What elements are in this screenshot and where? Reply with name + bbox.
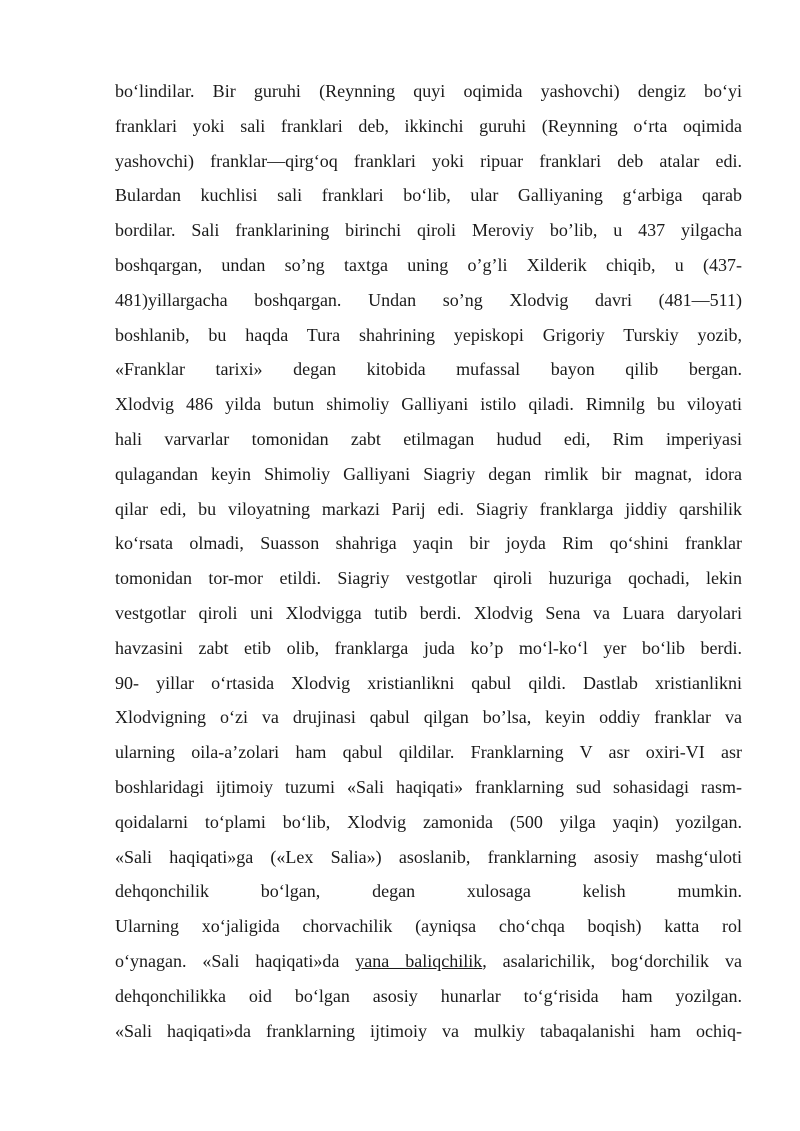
- text-line: Bulardan kuchlisi sali franklari bo‘lib, ular Galliyaning g‘arbiga qarab: [115, 185, 742, 206]
- text-line: «Franklar tarixi» degan kitobida mufassal bayon qilib bergan.: [115, 359, 742, 380]
- text-line: hali varvarlar tomonidan zabt etilmagan hudud edi, Rim imperiyasi: [115, 428, 742, 449]
- text-line: boshqargan, undan so’ng taxtga uning o’g’li Xilderik chiqib, u (437-: [115, 254, 742, 275]
- text-line: havzasini zabt etib olib, franklarga juda ko’p mo‘l-ko‘l yer bo‘lib berdi.: [115, 637, 742, 658]
- text-line: ko‘rsata olmadi, Suasson shahriga yaqin bir joyda Rim qo‘shini franklar: [115, 533, 742, 554]
- text-line: yashovchi) franklar—qirg‘oq franklari yoki ripuar franklari deb atalar edi.: [115, 150, 742, 171]
- text-line: dehqonchilik bo‘lgan, degan xulosaga kelish mumkin.: [115, 881, 742, 902]
- text-segment: , asalarichilik, bog‘dorchilik va: [482, 950, 742, 971]
- text-line: qulagandan keyin Shimoliy Galliyani Siagriy degan rimlik bir magnat, idora: [115, 463, 742, 484]
- text-line: tomonidan tor-mor etildi. Siagriy vestgotlar qiroli huzuriga qochadi, lekin: [115, 568, 742, 589]
- text-line: franklari yoki sali franklari deb, ikkinchi guruhi (Reynning o‘rta oqimida: [115, 115, 742, 136]
- text-segment: o‘ynagan. «Sali haqiqati»da: [115, 950, 356, 971]
- text-line: ularning oila-a’zolari ham qabul qildilar. Franklarning V asr oxiri-VI asr: [115, 742, 742, 763]
- text-line: 481)yillargacha boshqargan. Undan so’ng Xlodvig davri (481—511): [115, 289, 742, 310]
- text-line: dehqonchilikka oid bo‘lgan asosiy hunarlar to‘g‘risida ham yozilgan.: [115, 985, 742, 1006]
- text-line: Ularning xo‘jaligida chorvachilik (ayniqsa cho‘chqa boqish) katta rol: [115, 916, 742, 937]
- text-line: vestgotlar qiroli uni Xlodvigga tutib berdi. Xlodvig Sena va Luara daryolari: [115, 602, 742, 623]
- text-line: qoidalarni to‘plami bo‘lib, Xlodvig zamonida (500 yilga yaqin) yozilgan.: [115, 811, 742, 832]
- text-line: Xlodvig 486 yilda butun shimoliy Galliyani istilo qiladi. Rimnilg bu viloyati: [115, 394, 742, 415]
- text-line: qilar edi, bu viloyatning markazi Parij edi. Siagriy franklarga jiddiy qarshilik: [115, 498, 742, 519]
- text-line: Xlodvigning o‘zi va drujinasi qabul qilgan bo’lsa, keyin oddiy franklar va: [115, 707, 742, 728]
- document-page: [115, 74, 742, 1048]
- text-line: boshlanib, bu haqda Tura shahrining yepiskopi Grigoriy Turskiy yozib,: [115, 324, 742, 345]
- text-line: bo‘lindilar. Bir guruhi (Reynning quyi oqimida yashovchi) dengiz bo‘yi: [115, 81, 742, 101]
- text-line-with-underline: [115, 944, 742, 979]
- text-line: 90- yillar o‘rtasida Xlodvig xristianlikni qabul qildi. Dastlab xristianlikni: [115, 672, 742, 693]
- underlined-text: yana baliqchilik: [355, 950, 483, 971]
- text-line: boshlaridagi ijtimoiy tuzumi «Sali haqiqati» franklarning sud sohasidagi rasm-: [115, 776, 742, 797]
- text-line: «Sali haqiqati»da franklarning ijtimoiy va mulkiy tabaqalanishi ham ochiq-: [115, 1020, 742, 1041]
- text-line: bordilar. Sali franklarining birinchi qiroli Meroviy bo’lib, u 437 yilgacha: [115, 220, 742, 241]
- text-line: «Sali haqiqati»ga («Lex Salia») asoslanib, franklarning asosiy mashg‘uloti: [115, 846, 742, 867]
